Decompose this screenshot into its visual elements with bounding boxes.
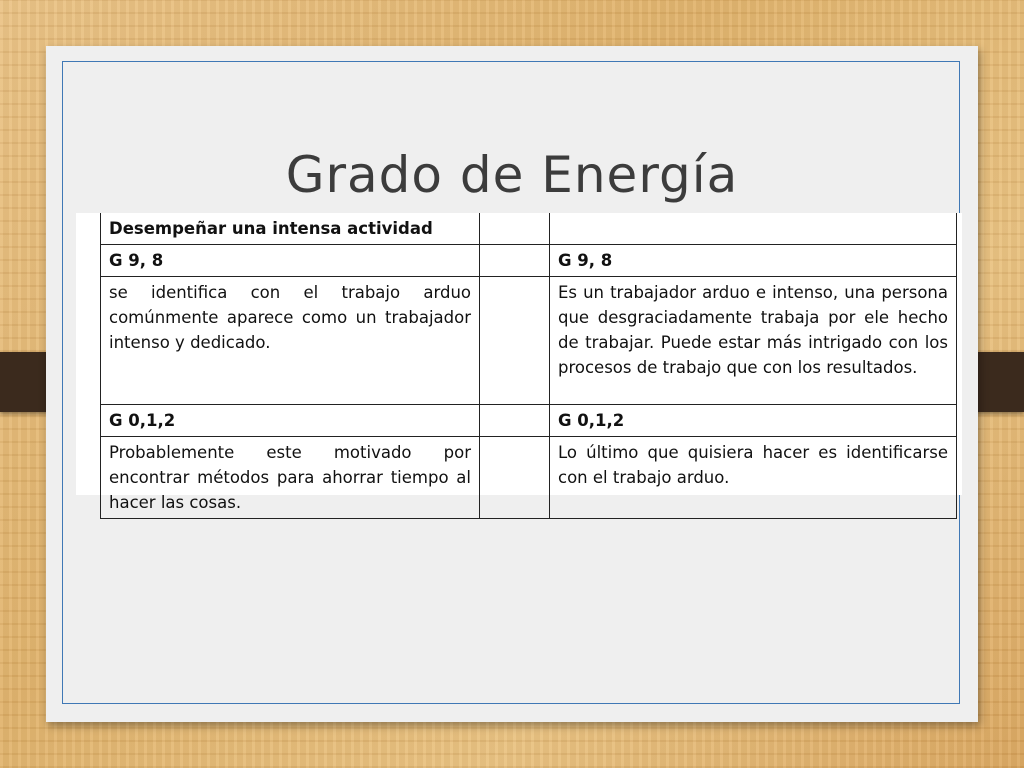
high-label-left: G 9, 8 [101,245,480,277]
table-image [76,213,962,512]
low-text-right: Lo último que quisiera hacer es identificarse con el trabajo arduo. [550,437,957,519]
high-label-right: G 9, 8 [550,245,957,277]
slide-title: Grado de Energía [285,146,739,204]
low-label-right: G 0,1,2 [550,405,957,437]
table-header-cell: Desempeñar una intensa actividad [101,213,480,245]
low-label-left: G 0,1,2 [101,405,480,437]
empty-cell [480,437,550,519]
empty-cell [480,213,550,245]
table-row [101,245,957,277]
empty-cell [480,405,550,437]
empty-cell [550,213,957,245]
leather-strap-right [972,352,1024,412]
table-row [101,277,957,405]
energy-table [100,213,957,519]
high-text-left: se identifica con el trabajo arduo comúnmente aparece como un trabajador intenso y dedicado. [101,277,480,405]
high-text-right: Es un trabajador arduo e intenso, una persona que desgraciadamente trabaja por ele hecho de trabajar. Puede estar más intrigado con los procesos de trabajo que con los resultados. [550,277,957,405]
table-row [101,405,957,437]
table-row [101,213,957,245]
empty-cell [480,277,550,405]
slide-paper [46,46,978,722]
empty-cell [480,245,550,277]
table-row [101,437,957,519]
low-text-left: Probablemente este motivado por encontrar métodos para ahorrar tiempo al hacer las cosas. [101,437,480,519]
